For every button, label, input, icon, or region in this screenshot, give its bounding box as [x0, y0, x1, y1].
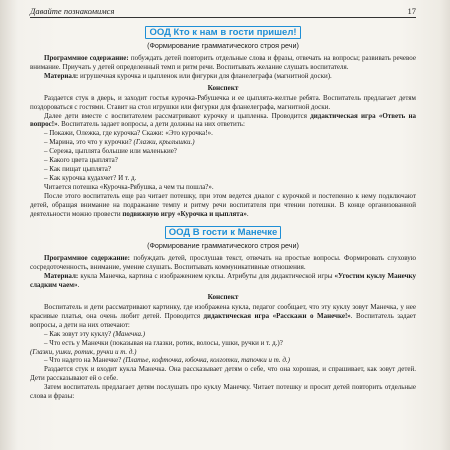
- section-2-title-text: ООД В гости к Манечке: [165, 226, 282, 239]
- material-label: Материал:: [44, 71, 79, 80]
- material-game-name: «Угостим куклу Манечку сладким чаем»: [30, 272, 416, 290]
- running-title: Давайте познакомимся: [30, 6, 115, 16]
- section-2-program-content: [30, 254, 416, 272]
- game-pre-text: Далее дети вместе с воспитателем рассматривают курочку и цыпленка. Проводится: [44, 111, 311, 120]
- section-2-intro: [30, 303, 416, 330]
- answer-text: (Манечка.): [112, 329, 146, 338]
- page-header: [30, 4, 416, 18]
- answer-text: (Платье, кофточка, юбочка, колготки, тапочки и т. д.): [123, 356, 290, 365]
- program-content-text: побуждать детей, прослушав текст, отвечать на простые вопросы. Формировать слуховую сосредоточенность, внимание, умение слушать. Воспитывать коммуникативные отношения.: [30, 254, 416, 272]
- question-text: – Марина, это что у курочки?: [44, 138, 134, 147]
- question-text: – Что надето на Манечке?: [44, 356, 124, 365]
- section-1-after-paragraph: [30, 192, 416, 219]
- intro-text: Воспитатель и дети рассматривают картинку, где изображена кукла, педагог сообщает, что эту куклу зовут Манечка, у нее красивые платья, она очень любит детей. Проводится: [30, 303, 416, 320]
- game-name: дидактическая игра «Расскажи о Манечке!»: [203, 311, 351, 320]
- game-post-text: . Воспитатель задает вопросы, а дети должны на них ответить:: [57, 120, 245, 129]
- section-2-konspekt-heading: Конспект: [207, 293, 239, 302]
- question-line: – Покажи, Олежка, где курочка? Скажи: «Это курочка!».: [44, 129, 213, 138]
- section-1-material: [30, 72, 416, 81]
- section-1-intro: Раздается стук в дверь, и заходит гостья курочка-Рябушечка и ее цыплята-желтые ребята. Воспитатель предлагает детям поздороваться с гостями. Ставит на стол игрушки или фигурки для фланелеграфа, магнитной доски.: [30, 93, 416, 111]
- question-line: – Что есть у Манечки (показывая на глазки, ротик, волосы, ушки, ручки и т. д.)?: [44, 338, 283, 347]
- section-2-material: [30, 272, 416, 290]
- material-end: .: [77, 281, 80, 290]
- section-1-konspekt-heading: Конспект: [207, 83, 239, 92]
- answer-text: (Глазки, крылышки.): [133, 138, 195, 147]
- section-2-title: [30, 227, 416, 238]
- question-line: [30, 330, 416, 339]
- answer-line: [30, 348, 416, 357]
- section-1-title: [30, 27, 416, 38]
- answer-text: (Глазки, ушки, ротик, ручки и т. д.): [30, 347, 137, 356]
- material-text: игрушечная курочка и цыпленок или фигурки для фланелеграфа (магнитной доски).: [78, 71, 332, 80]
- reading-line: Читается потешка «Курочка-Рябушка, а чем ты пошла?».: [44, 182, 214, 191]
- material-label: Материал:: [44, 272, 79, 281]
- after-text: После этого воспитатель еще раз читает потешку, при этом ведется диалог с курочкой и постепенно к нему подключают детей, обращая внимание на подражание темпу и ритму речи воспитателя при чтении потешки. В конце организованной деятельности можно провести: [30, 191, 416, 218]
- program-content-label: Программное содержание:: [44, 54, 129, 62]
- question-line: [30, 138, 416, 147]
- after-end: .: [246, 209, 249, 218]
- question-line: – Как курочка кудахчет? И т. д.: [44, 173, 137, 182]
- question-line: – Как пищат цыплята?: [44, 164, 111, 173]
- game-name: дидактическая игра «Ответь на вопрос!»: [30, 111, 416, 129]
- question-line: – Какого цвета цыплята?: [44, 156, 118, 165]
- material-text: кукла Манечка, картина с изображением куклы. Атрибуты для дидактической игры: [78, 272, 335, 281]
- program-content-text: побуждать детей повторить отдельные слова и фразы, отвечать на вопросы; развивать речевое внимание. Приучать у детей определенный темп и ритм речи. Воспитывать желание слушать воспитателя.: [30, 54, 416, 71]
- section-2-subtitle: (Формирование грамматического строя речи): [147, 241, 299, 251]
- question-line: – Сережа, цыплята большие или маленькие?: [44, 147, 177, 156]
- section-2-paragraph: Раздается стук и входит кукла Манечка. Она рассказывает детям о себе, что она хорошая, и спрашивает, как зовут детей. Дети рассказывают ей о себе.: [30, 365, 416, 383]
- section-1-title-text: ООД Кто к нам в гости пришел!: [145, 26, 300, 39]
- mobile-game-name: подвижную игру «Курочка и цыплята»: [122, 209, 247, 218]
- intro-post-text: . Воспитатель задает вопросы, а дети на них отвечают:: [30, 311, 416, 329]
- section-1-subtitle: (Формирование грамматического строя речи): [147, 41, 299, 50]
- page-number: 17: [407, 6, 416, 16]
- section-1-program-content: [30, 54, 416, 72]
- program-content-label: Программное содержание:: [44, 254, 130, 263]
- section-2-paragraph: Затем воспитатель предлагает детям послушать про куклу Манечку. Читает потешку и просит детей повторить отдельные слова и фразы:: [30, 383, 416, 401]
- question-line: [30, 356, 416, 365]
- question-text: – Как зовут эту куклу?: [44, 329, 113, 338]
- section-1-game-paragraph: [30, 112, 416, 130]
